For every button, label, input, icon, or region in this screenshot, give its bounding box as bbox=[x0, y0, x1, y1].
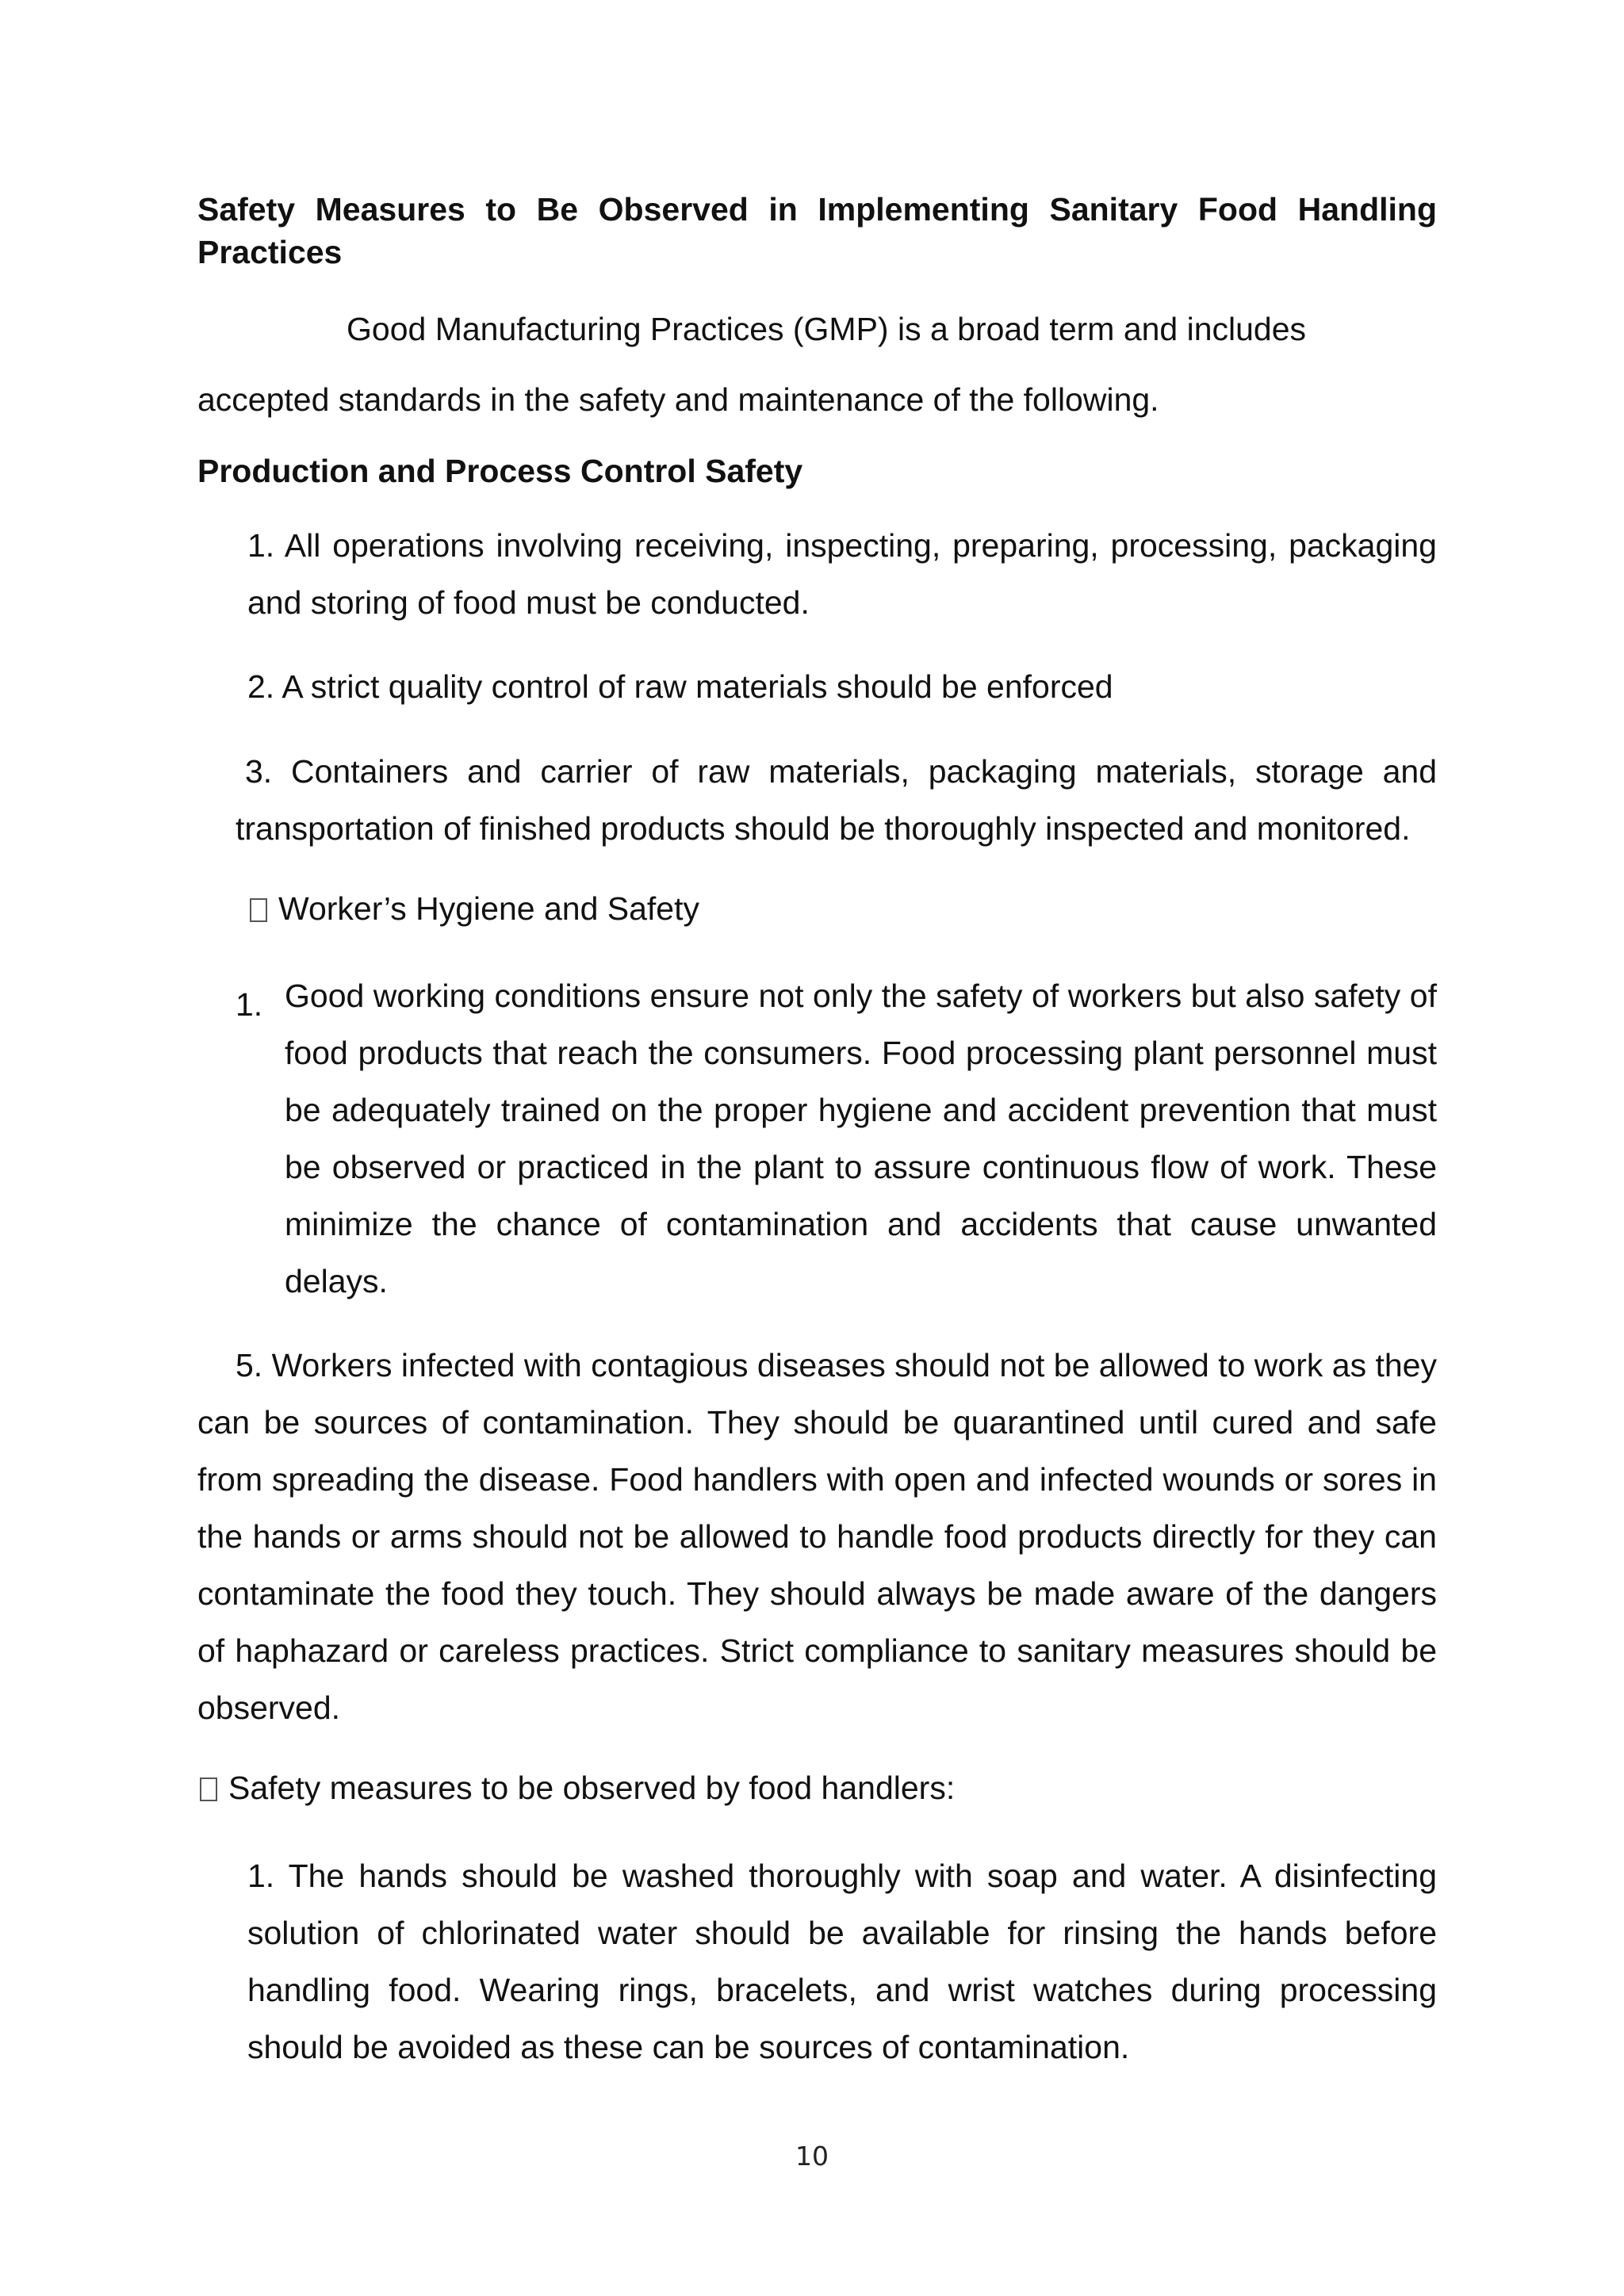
missing-glyph-icon bbox=[200, 1777, 217, 1801]
section-heading-production: Production and Process Control Safety bbox=[197, 453, 803, 489]
list-item: 1. The hands should be washed thoroughly with soap and water. A disinfecting solution of chlorinated water should be available for rinsing the hands before handling food. Wearing rings, bracelets, and wrist watches during processing should be avoided as these can be sources of contamination. bbox=[247, 1858, 1437, 2065]
list-item-number: 1. bbox=[236, 986, 263, 1023]
section-heading-text: Safety measures to be observed by food handlers: bbox=[228, 1770, 956, 1806]
title-line-1: Safety Measures to Be Observed in Implementing Sanitary Food Handling bbox=[197, 191, 1437, 228]
missing-glyph-icon bbox=[250, 898, 267, 922]
intro-line-2: accepted standards in the safety and maintenance of the following. bbox=[197, 381, 1159, 418]
list-item: 5. Workers infected with contagious diseases should not be allowed to work as they can be sources of contamination. They should be quarantined until cured and safe from spreading the disease. Food handlers with open and infected wounds or sores in the hands or arms should not be allowed to handle food products directly for they can contaminate the food they touch. They should always be made aware of the dangers of haphazard or careless practices. Strict compliance to sanitary measures should be observed. bbox=[197, 1347, 1437, 1726]
intro-line-1: Good Manufacturing Practices (GMP) is a broad term and includes bbox=[347, 311, 1307, 347]
section-heading-text: Worker’s Hygiene and Safety bbox=[278, 890, 699, 927]
list-item: 1. All operations involving receiving, inspecting, preparing, processing, packaging and storing of food must be conducted. bbox=[247, 527, 1437, 621]
list-item: Good working conditions ensure not only the safety of workers but also safety of food products that reach the consumers. Food processing plant personnel must be adequately trained on the proper hygiene and accident prevention that must be observed or practiced in the plant to assure continuous flow of work. These minimize the chance of contamination and accidents that cause unwanted delays. bbox=[285, 978, 1437, 1299]
page-number: 10 bbox=[795, 2141, 829, 2172]
list-item: 3. Containers and carrier of raw materials, packaging materials, storage and transportation of finished products should be thoroughly inspected and monitored. bbox=[236, 753, 1437, 847]
page-title bbox=[197, 188, 1437, 274]
section-heading-food-handlers bbox=[200, 1770, 955, 1807]
list-item: 2. A strict quality control of raw materials should be enforced bbox=[247, 668, 1113, 705]
title-line-2: Practices bbox=[197, 234, 343, 270]
section-heading-worker-hygiene bbox=[250, 890, 699, 928]
